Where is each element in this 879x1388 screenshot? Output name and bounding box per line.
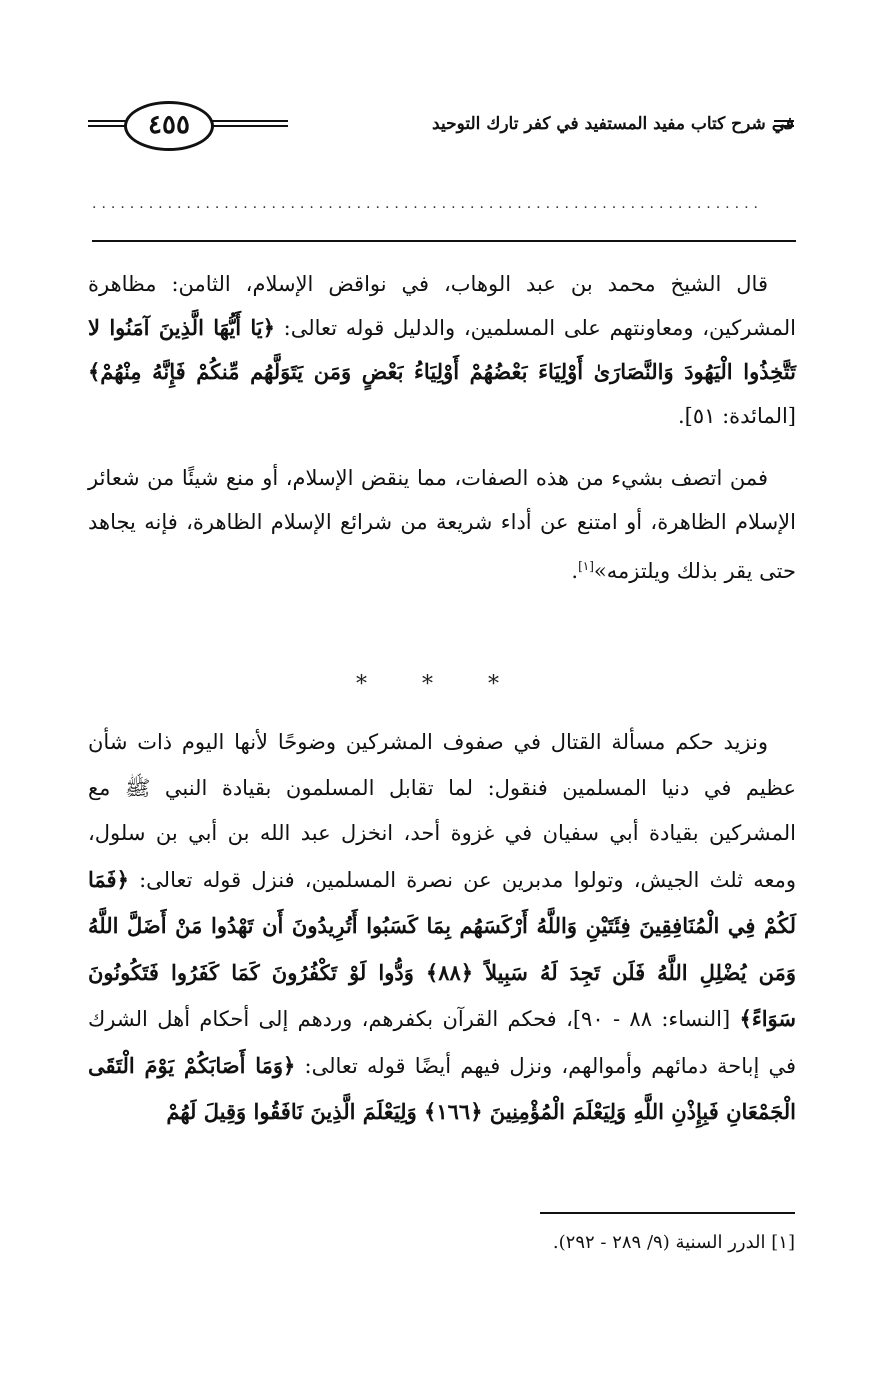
dotted-divider: ....................................................................... <box>92 196 763 212</box>
footnote-reference[interactable]: [١] <box>578 559 594 573</box>
main-text-top <box>88 262 796 593</box>
header-rule <box>92 240 796 242</box>
paragraph-3 <box>88 720 796 1136</box>
quran-verse-nisa: ﴿فَمَا لَكُمْ فِي الْمُنَافِقِينَ فِئَتَيْنِ وَاللَّهُ أَرْكَسَهُم بِمَا كَسَبُوا أَتُرِيدُونَ أَن تَهْدُوا مَنْ أَضَلَّ اللَّهُ وَمَن يُضْلِلِ اللَّهُ فَلَن تَجِدَ لَهُ سَبِيلاً ﴿٨٨﴾ وَدُّوا لَوْ تَكْفُرُونَ كَمَا كَفَرُوا فَتَكُونُونَ سَوَاءً﴾ <box>88 866 796 1031</box>
section-separator: * * * <box>356 672 523 697</box>
paragraph-1 <box>88 262 796 438</box>
quran-verse-al-imran: ﴿وَمَا أَصَابَكُمْ يَوْمَ الْتَقَى الْجَمْعَانِ فَبِإِذْنِ اللَّهِ وَلِيَعْلَمَ الْمُؤْمِنِينَ ﴿١٦٦﴾ وَلِيَعْلَمَ الَّذِينَ نَافَقُوا وَقِيلَ لَهُمْ <box>88 1052 796 1124</box>
paragraph-3-text-a: ونزيد حكم مسألة القتال في صفوف المشركين وضوحًا لأنها اليوم ذات شأن عظيم في دنيا المسلمين فنقول: لما تقابل المسلمون بقيادة النبي ﷺ مع المشركين بقيادة أبي سفيان في غزوة أحد، انخزل عبد الله بن أبي بن سلول، ومعه ثلث الجيش، وتولوا مدبرين عن نصرة المسلمين، فنزل قوله تعالى: <box>88 730 796 892</box>
page-number: ٤٥٥ <box>124 101 214 151</box>
header-ornament-middle <box>212 120 288 130</box>
running-header: في شرح كتاب مفيد المستفيد في كفر تارك التوحيد <box>432 114 794 134</box>
paragraph-2 <box>88 456 796 593</box>
footnote: [١] الدرر السنية (٩/ ٢٨٩ - ٢٩٢). <box>552 1232 795 1253</box>
paragraph-1-text-b: [المائدة: ٥١]. <box>677 404 796 428</box>
paragraph-3-text-b: [النساء: ٨٨ - ٩٠]، فحكم القرآن بكفرهم، وردهم إلى أحكام أهل الشرك في إباحة دمائهم وأموالهم، ونزل فيهم أيضًا قوله تعالى: <box>88 1007 796 1078</box>
paragraph-2-end: . <box>571 559 579 583</box>
paragraph-1-text-a: قال الشيخ محمد بن عبد الوهاب، في نواقض الإسلام، الثامن: مظاهرة المشركين، ومعاونتهم على المسلمين، والدليل قوله تعالى: <box>88 272 796 340</box>
footnote-rule <box>540 1212 795 1214</box>
main-text-bottom <box>88 720 796 1136</box>
paragraph-2-text: فمن اتصف بشيء من هذه الصفات، مما ينقض الإسلام، أو منع شيئًا من شعائر الإسلام الظاهرة، أو امتنع عن أداء شريعة من شرائع الإسلام الظاهرة، فإنه يجاهد حتى يقر بذلك ويلتزمه» <box>88 466 796 583</box>
quran-verse-maidah: ﴿يَا أَيُّهَا الَّذِينَ آمَنُوا لا تَتَّخِذُوا الْيَهُودَ وَالنَّصَارَىٰ أَوْلِيَاءَ بَعْضُهُمْ أَوْلِيَاءُ بَعْضٍ وَمَن يَتَوَلَّهُم مِّنكُمْ فَإِنَّهُ مِنْهُمْ﴾ <box>88 315 796 384</box>
header-ornament-left <box>88 120 126 130</box>
